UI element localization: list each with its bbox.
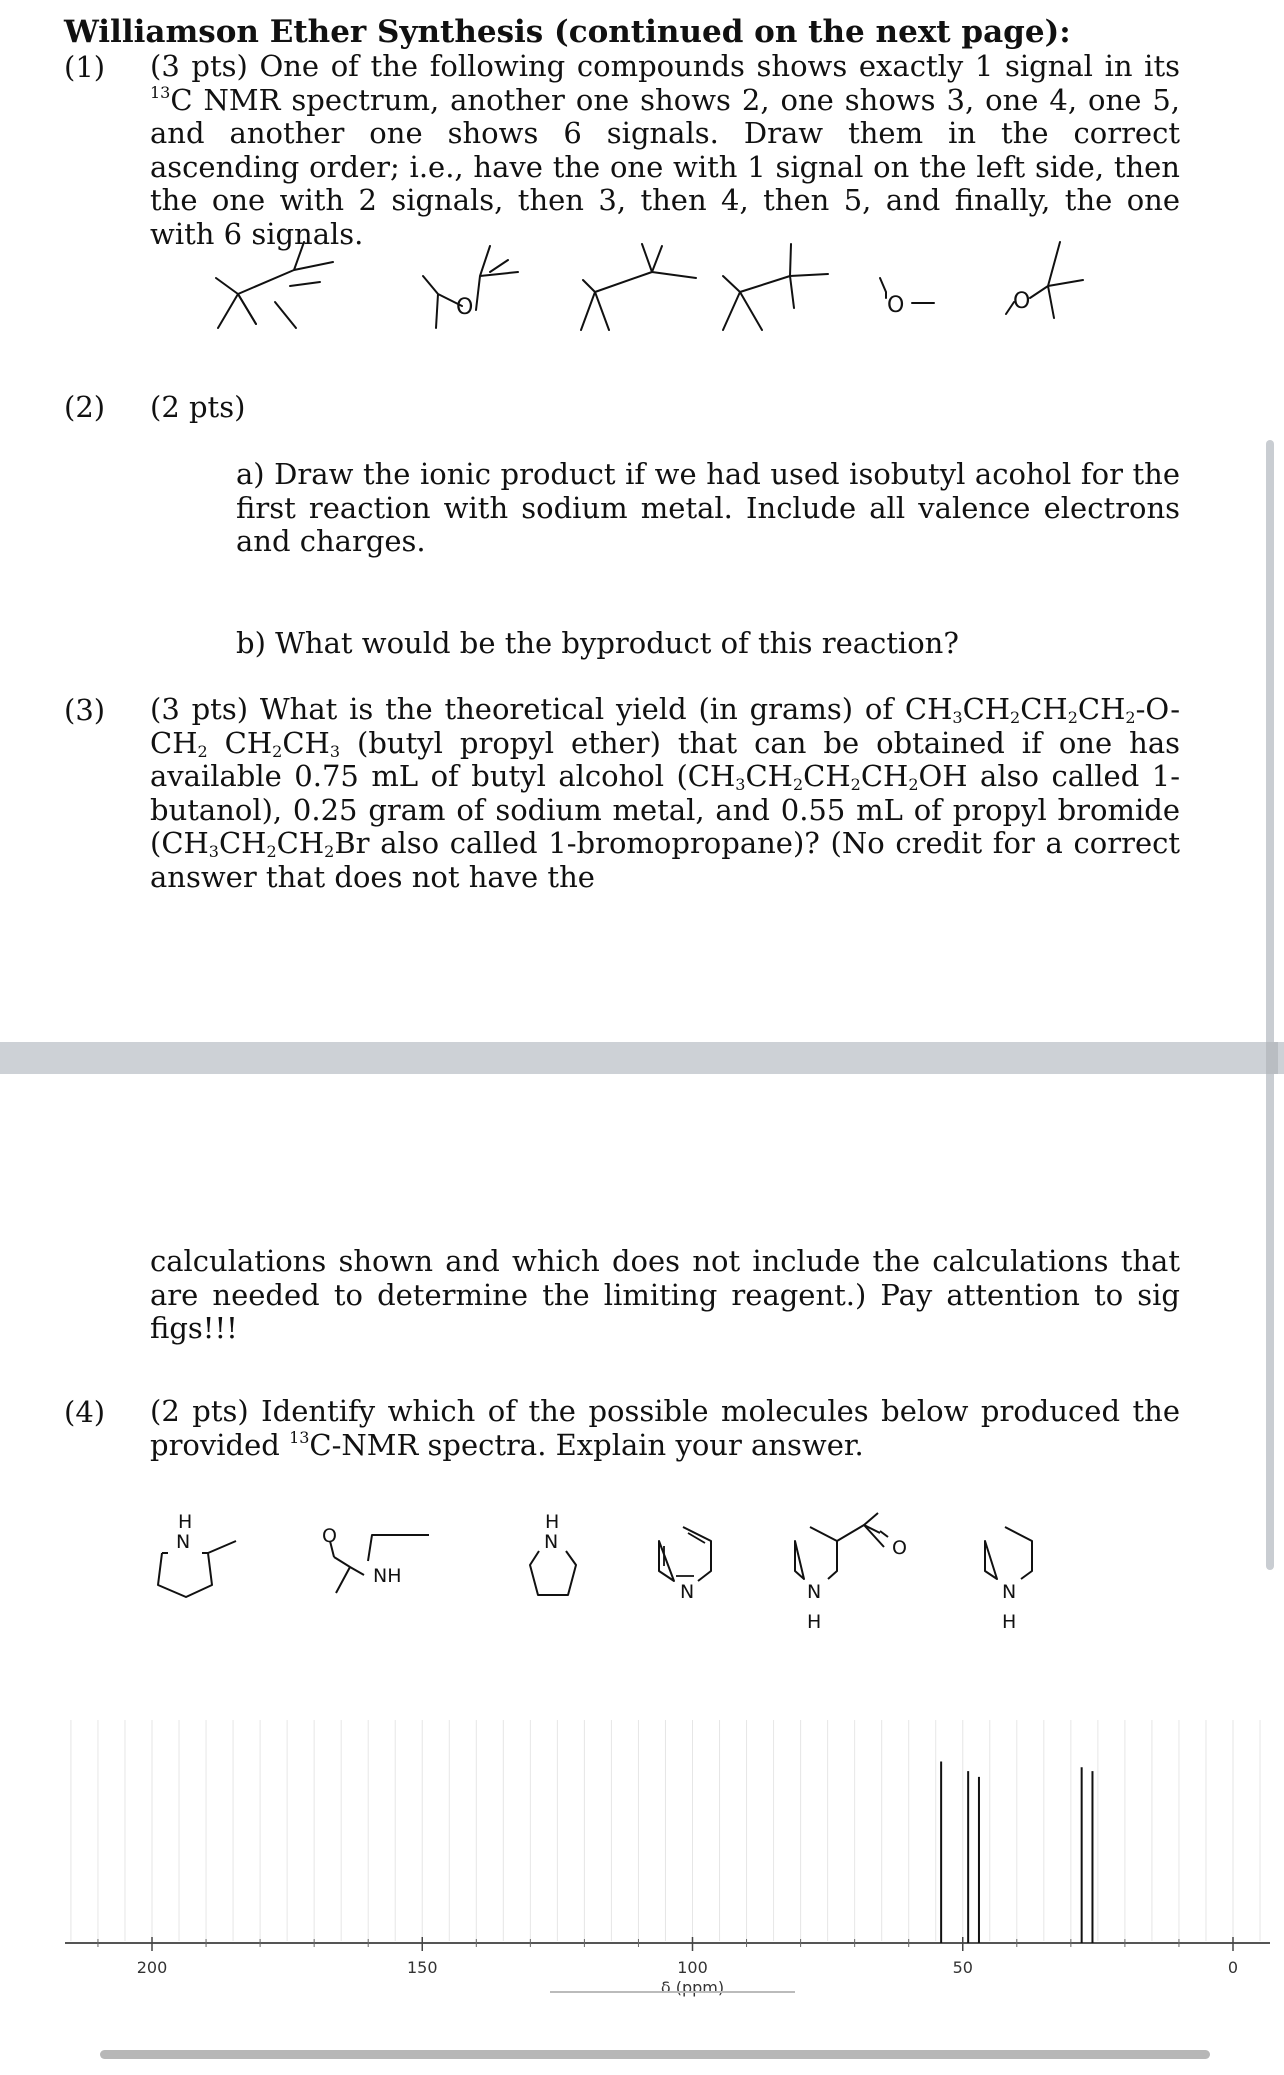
q4-h-label-3: H [807, 1611, 822, 1633]
tick-label: 0 [1227, 1958, 1239, 1977]
q4-molecule-6 [985, 1527, 1032, 1579]
q4-text: (2 pts) Identify which of the possible molecules below produced the provided $^{13}$C-NMR spectra. Explain your answer. [150, 1394, 1180, 1462]
q3-text: (3 pts) What is the theoretical yield (in grams) of $CH_3CH_2CH_2CH_2-O-CH_2$ $CH_2CH_3$ (butyl propyl ether) that can be obtained if one has available 0.75 mL of butyl alcohol ($CH_3CH_2CH_2CH_2OH$ also called 1-butanol), 0.25 gram of sodium metal, and 0.55 mL of propyl bromide ($CH_3CH_2CH_2Br$ also called 1-bromopropane)? (No credit for a correct answer that does not have the [150, 692, 1181, 894]
q4-o-label-2: O [892, 1537, 907, 1559]
q1-compound-3 [581, 244, 696, 330]
q2-part-b: b) What would be the byproduct of this reaction? [236, 626, 959, 660]
q2-part-a: a) Draw the ionic product if we had used isobutyl acohol for the first reaction with sodium metal. Include all valence electrons and charges. [236, 457, 1180, 559]
tick-label: 100 [677, 1958, 708, 1977]
nmr-spectrum-chart [60, 1700, 1280, 2000]
q4-structures [140, 1505, 1100, 1645]
horizontal-scrollbar[interactable] [100, 2050, 1210, 2059]
q4-h-label-2: H [545, 1511, 560, 1533]
scrollbar-marker [1266, 1042, 1278, 1074]
q4-n-label-5: N [1002, 1581, 1017, 1603]
tick-label: 150 [406, 1958, 438, 1977]
q4-n-label-3: N [680, 1581, 695, 1603]
q4-molecule-3 [530, 1551, 576, 1595]
q4-number: (4) [64, 1395, 106, 1429]
q1-text: (3 pts) One of the following compounds shows exactly 1 signal in its $^{13}$C NMR spectrum, another one shows 2, one shows 3, one 4, one 5, and another one shows 6 signals. Draw them in the correct ascending order; i.e., have the one with 1 signal on the left side, then the one with 2 signals, then 3, then 4, then 5, and finally, the one with 6 signals. [150, 49, 1180, 251]
q1-number: (1) [64, 50, 106, 84]
q4-molecule-4 [659, 1527, 711, 1581]
page-title: Williamson Ether Synthesis (continued on the next page): [64, 14, 1071, 50]
vertical-scrollbar[interactable] [1266, 440, 1274, 1570]
q4-o-label-1: O [322, 1525, 337, 1547]
q1-compound-1 [216, 242, 333, 328]
q2-number: (2) [64, 390, 106, 424]
page-break-divider [0, 1042, 1284, 1074]
q2-points: (2 pts) [150, 390, 246, 424]
q1-oxygen-label-2: O [887, 293, 905, 318]
tick-label: 50 [952, 1958, 973, 1977]
q4-h-label-4: H [1002, 1611, 1017, 1633]
q4-nh-label: NH [373, 1565, 402, 1587]
q1-oxygen-label-1: O [456, 295, 474, 320]
q3-number: (3) [64, 693, 106, 727]
q4-molecule-1 [158, 1541, 236, 1597]
q4-h-label-1: H [178, 1511, 193, 1533]
x-axis-label: δ (ppm) [660, 1978, 725, 1997]
tick-label: 200 [136, 1958, 168, 1977]
q3-continued: calculations shown and which does not include the calculations that are needed to determine the limiting reagent.) Pay attention to sig figs!!! [150, 1244, 1180, 1346]
q1-compound-4 [723, 244, 828, 330]
q4-n-label-4: N [807, 1581, 822, 1603]
q4-n-label-1: N [176, 1531, 191, 1553]
q1-structures [200, 232, 1100, 352]
q4-n-label-2: N [544, 1531, 559, 1553]
q1-oxygen-label-3: O [1013, 289, 1031, 314]
q4-molecule-5 [795, 1513, 888, 1579]
